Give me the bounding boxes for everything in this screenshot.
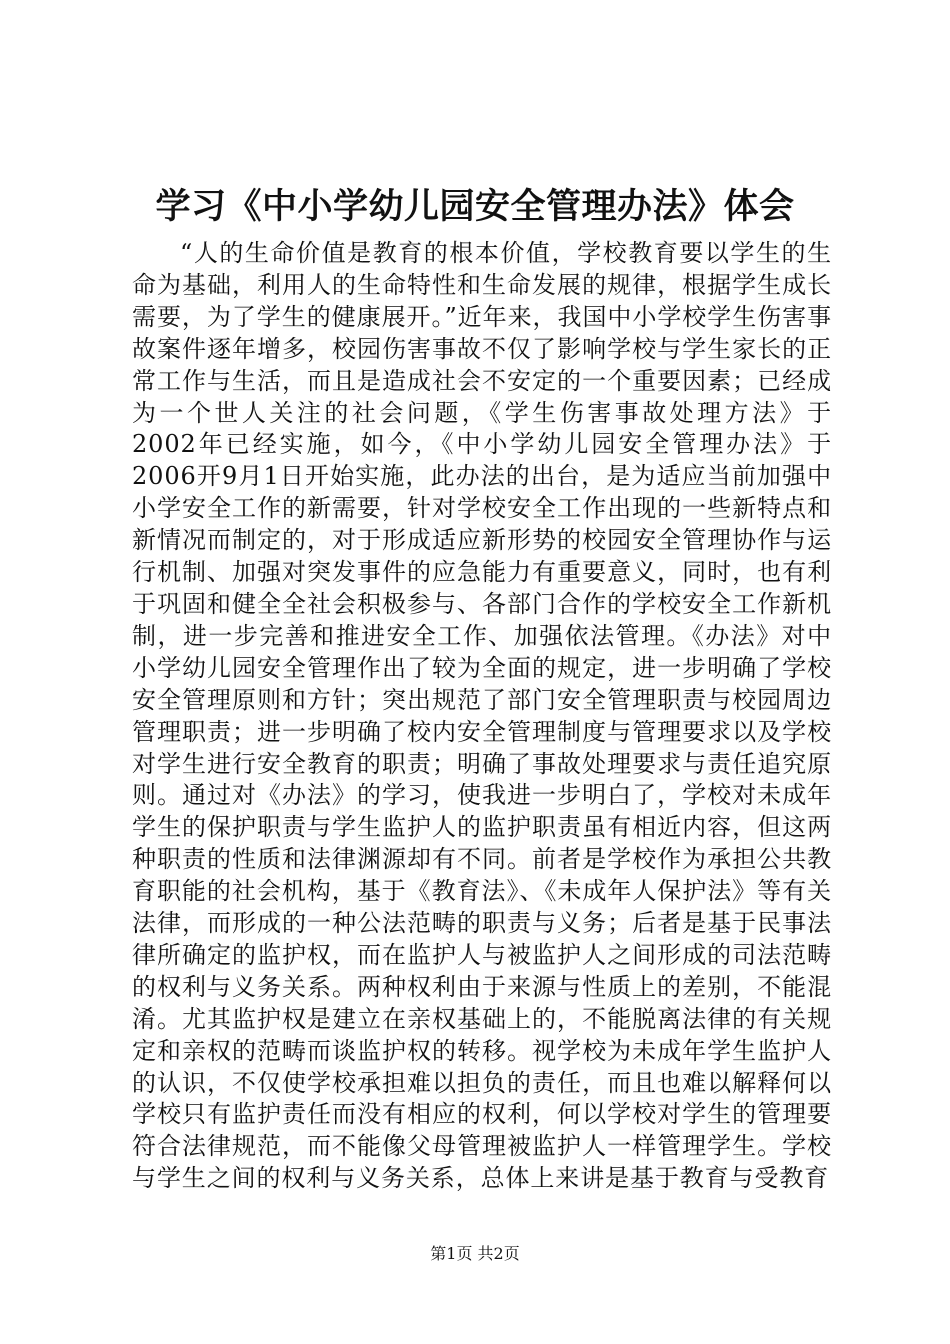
body-paragraph: “人的生命价值是教育的根本价值，学校教育要以学生的生命为基础，利用人的生命特性和生命发展的规律，根据学生成长需要，为了学生的健康展开。”近年来，我国中小学校学生伤害事故案件逐年增多，校园伤害事故不仅了影响学校与学生家长的正常工作与生活，而且是造成社会不安定的一个重要因素；已经成为一个世人关注的社会问题，《学生伤害事故处理方法》于2002年已经实施，如今，《中小学幼儿园安全管理办法》于2006开9月1日开始实施，此办法的出台，是为适应当前加强中小学安全工作的新需要，针对学校安全工作出现的一些新特点和新情况而制定的，对于形成适应新形势的校园安全管理协作与运行机制、加强对突发事件的应急能力有重要意义，同时，也有利于巩固和健全全社会积极参与、各部门合作的学校安全工作新机制，进一步完善和推进安全工作、加强依法管理。《办法》对中小学幼儿园安全管理作出了较为全面的规定，进一步明确了学校安全管理原则和方针；突出规范了部门安全管理职责与校园周边管理职责；进一步明确了校内安全管理制度与管理要求以及学校对学生进行安全教育的职责；明确了事故处理要求与责任追究原则。通过对《办法》的学习，使我进一步明白了，学校对未成年学生的保护职责与学生监护人的监护职责虽有相近内容，但这两种职责的性质和法律渊源却有不同。前者是学校作为承担公共教育职能的社会机构，基于《教育法》、《未成年人保护法》等有关法律，而形成的一种公法范畴的职责与义务；后者是基于民事法律所确定的监护权，而在监护人与被监护人之间形成的司法范畴的权利与义务关系。两种权利由于来源与性质上的差别，不能混淆。尤其监护权是建立在亲权基础上的，不能脱离法律的有关规定和亲权的范畴而谈监护权的转移。视学校为未成年学生监护人的认识，不仅使学校承担难以担负的责任，而且也难以解释何以学校只有监护责任而没有相应的权利，何以学校对学生的管理要符合法律规范，而不能像父母管理被监护人一样管理学生。学校与学生之间的权利与义务关系，总体上来讲是基于教育与受教育 [132,239,832,1193]
document-title: 学习《中小学幼儿园安全管理办法》体会 [155,187,795,227]
page-number-footer: 第1页 共2页 [430,1244,520,1263]
